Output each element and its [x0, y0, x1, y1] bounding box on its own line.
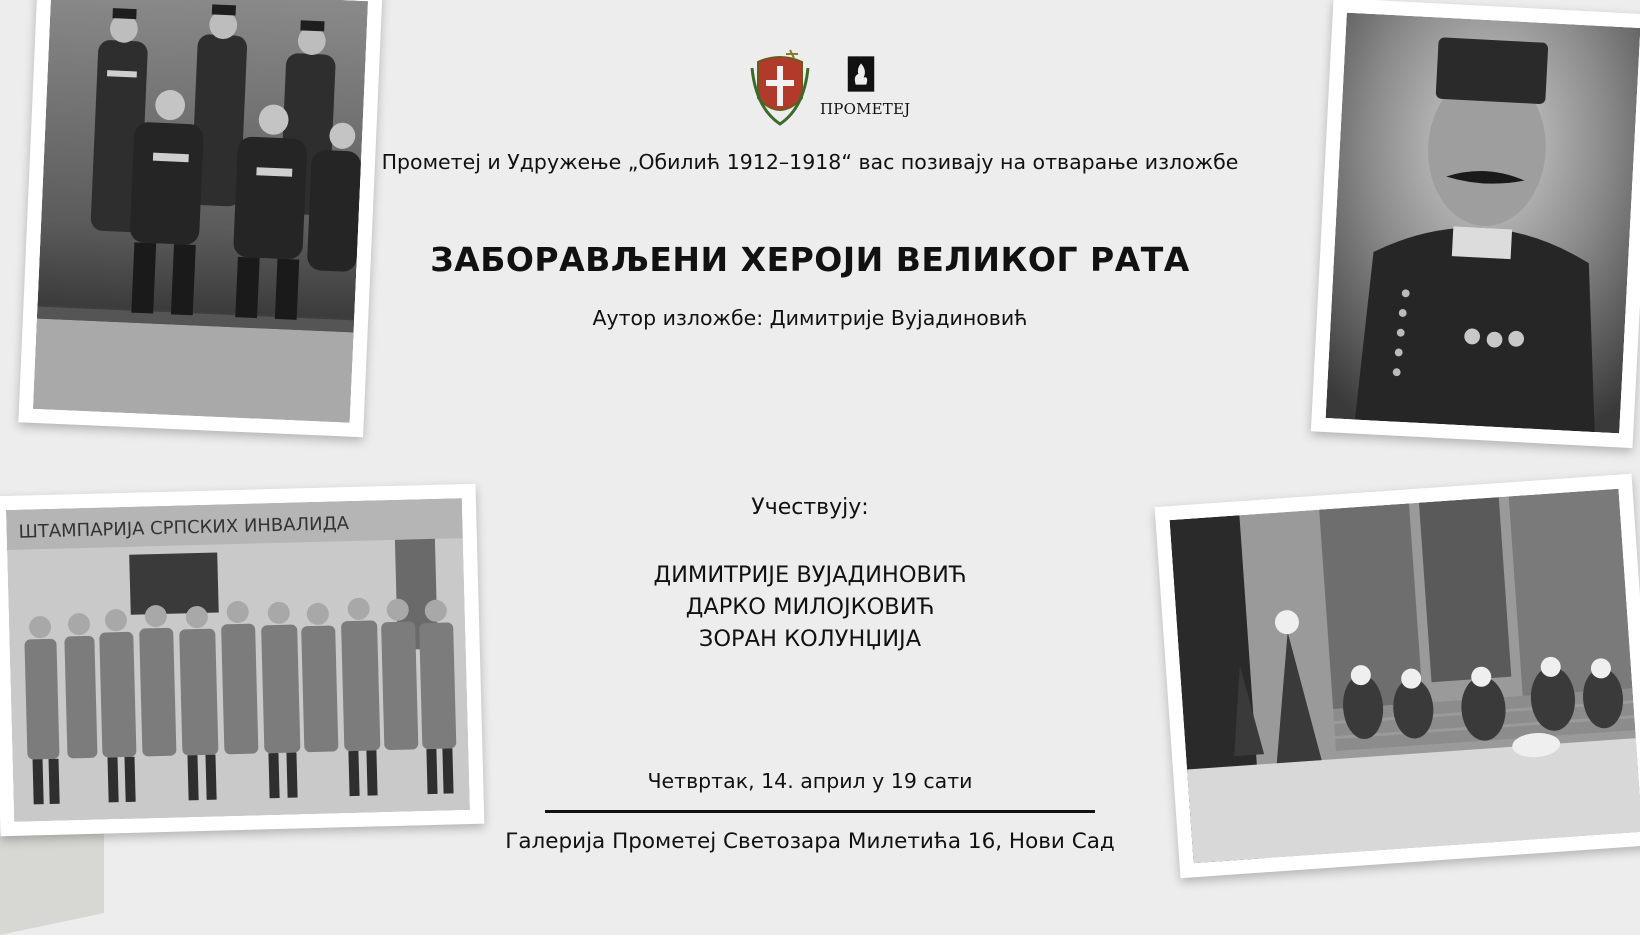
building-sign: ШТАМПАРИЈА СРПСКИХ ИНВАЛИДА [18, 513, 350, 543]
exhibition-title: ЗАБОРАВЉЕНИ ХЕРОЈИ ВЕЛИКОГ РАТА [430, 240, 1190, 279]
portrait-image [1326, 13, 1640, 434]
event-datetime: Четвртак, 14. април у 19 сати [647, 769, 973, 793]
prometej-logo [820, 54, 911, 134]
divider-line [545, 810, 1095, 813]
invitation-intro: Прометеј и Удружење „Обилић 1912–1918“ вас позивају на отварање изложбе [381, 150, 1239, 174]
exhibition-author: Аутор изложбе: Димитрије Вујадиновић [592, 306, 1028, 330]
veterans-group-image [33, 0, 368, 423]
participant-name: ЗОРАН КОЛУНЏИЈА [698, 626, 922, 652]
participant-name: ДАРКО МИЛОЈКОВИЋ [685, 594, 935, 620]
event-venue: Галерија Прометеј Светозара Милетића 16, Нови Сад [505, 829, 1115, 854]
prometej-logo-text: ПРОМЕТЕЈ [820, 100, 911, 118]
flame-book-icon [846, 54, 876, 94]
participants-list [0, 559, 1630, 655]
photo-soldier-portrait [1311, 0, 1640, 448]
participant-name: ДИМИТРИЈЕ ВУЈАДИНОВИЋ [653, 562, 967, 588]
participants-label: Учествују: [751, 495, 869, 520]
logos [748, 44, 911, 134]
association-crest-icon [750, 48, 810, 128]
women-steps-image [1170, 489, 1640, 864]
photo-veterans-group [18, 0, 382, 437]
photo-women-steps [1155, 474, 1640, 878]
